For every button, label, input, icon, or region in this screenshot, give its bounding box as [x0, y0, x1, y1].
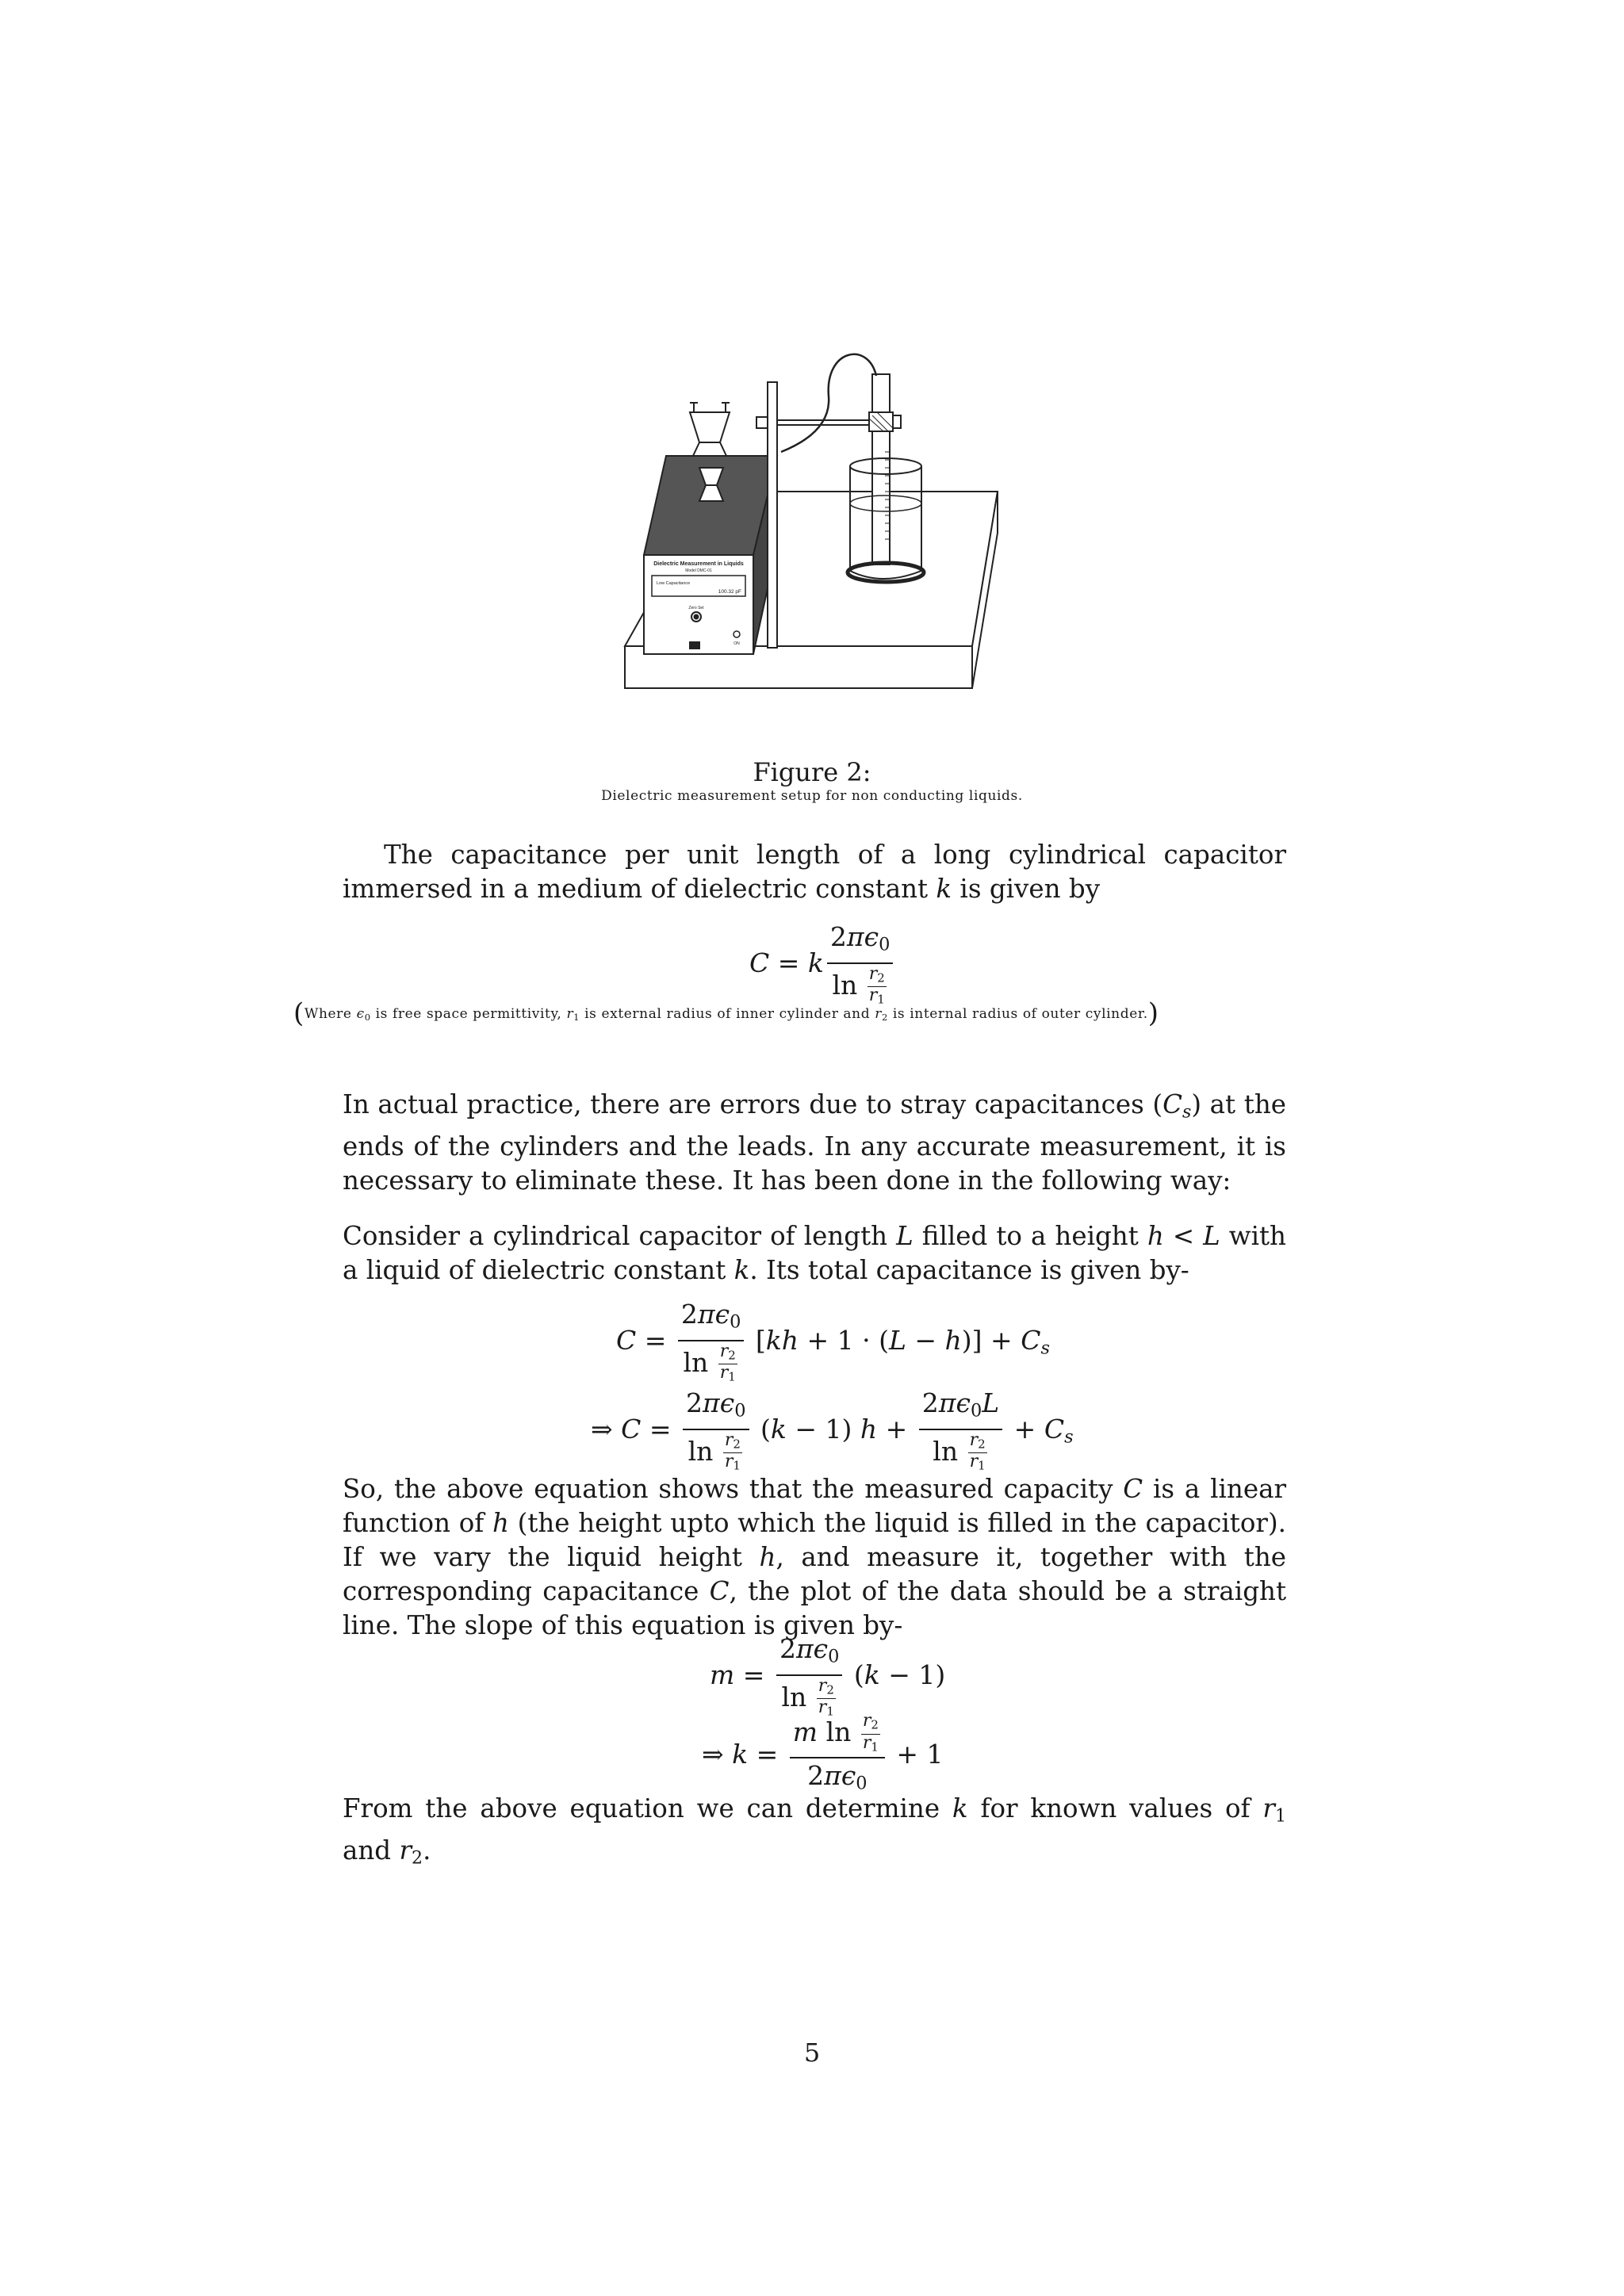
device-model: Model DMC-01 [685, 568, 712, 573]
lead-wire [781, 354, 876, 452]
figure-title: Figure 2: [753, 757, 871, 787]
equation-capacitance-per-length: C = k $2\pi\epsilon_0$ ln $\frac{r_2}{r_1}$ [749, 921, 896, 1008]
permittivity-note: (Where $\epsilon_0$ is free space permittivity, $r_1$ is external radius of inner cylinder and $r_2$ is internal radius of outer cylinder.) [293, 997, 1159, 1029]
device-label: Low Capacitance [657, 581, 691, 586]
stand-rod [768, 382, 777, 648]
equation-slope: m = $2\pi\epsilon_0$ ln $\frac{r_2}{r_1}$ (k − 1) [710, 1633, 946, 1720]
paragraph-4: So, the above equation shows that the measured capacity C is a linear function of h (the height upto which the liquid is filled in the capacitor). If we vary the liquid height h, and measure it, together with the corresponding capacitance C, the plot of the data should be a straight line. The slope of this equation is given by- [343, 1474, 1287, 1640]
paragraph-3: Consider a cylindrical capacitor of length L filled to a height h < L with a liquid of dielectric constant k. Its total capacitance is given by- [343, 1221, 1286, 1285]
equation-dielectric-constant: ⇒ k = m ln $\frac{r_2}{r_1}$ $2\pi\epsilon_0$ + 1 [702, 1711, 944, 1795]
paragraph-1: The capacitance per unit length of a long cylindrical capacitor immersed in a medium of dielectric constant k is given by [343, 840, 1286, 904]
device-reading: 100.32 pF [718, 589, 741, 595]
device-knob-label: Zero Set [688, 606, 704, 610]
paragraph-5: From the above equation we can determine k for known values of $r_1$ and $r_2$. [343, 1793, 1286, 1869]
apparatus-figure [611, 349, 1023, 721]
device-switch-label: ON [733, 641, 740, 646]
paragraph-2: In actual practice, there are errors due to stray capacitances $(C_s)$ at the ends of the cylinders and the leads. In any accurate measurement, it is necessary to eliminate these. It has been done in the following way: [343, 1089, 1286, 1196]
equation-total-capacitance: C = $2\pi\epsilon_0$ ln $\frac{r_2}{r_1}$ $[kh + 1 \cdot (L - h)] + C_s$ [616, 1299, 1050, 1385]
device-title: Dielectric Measurement in Liquids [653, 561, 744, 567]
capacitor-tube [872, 374, 890, 564]
figure-caption: Dielectric measurement setup for non conducting liquids. [601, 788, 1023, 804]
instrument-logo [690, 642, 699, 649]
page-number: 5 [803, 2038, 821, 2068]
equation-linear-form: ⇒ C = $2\pi\epsilon_0$ ln $\frac{r_2}{r_1}$ (k − 1) h + $2\pi\epsilon_0L$ ln $\frac{r_2}{r_1}$ + $C_s$ [591, 1387, 1074, 1474]
